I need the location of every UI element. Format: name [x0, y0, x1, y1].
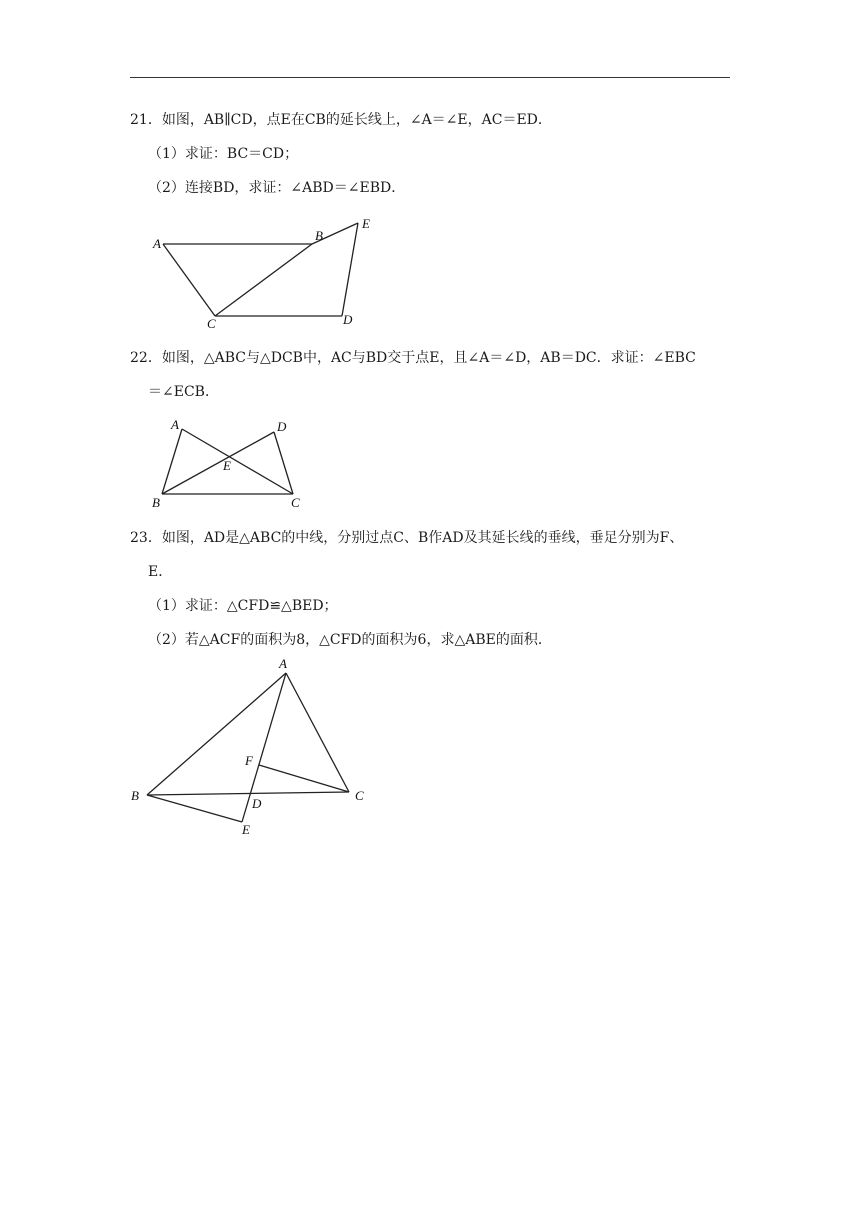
- label-b: B: [131, 788, 139, 803]
- segment-bc: [147, 792, 349, 795]
- segment-ac: [163, 244, 215, 316]
- problem-21-stem: 21．如图，AB∥CD，点E在CB的延长线上，∠A＝∠E，AC＝ED．: [130, 112, 552, 128]
- problem-22-figure: [145, 410, 310, 510]
- label-d: D: [252, 796, 262, 811]
- header-rule: [130, 77, 730, 78]
- label-a: A: [171, 417, 179, 432]
- problem-23-stem-line-1: 23．如图，AD是△ABC的中线，分别过点C、B作AD及其延长线的垂线，垂足分别为F、: [130, 530, 684, 546]
- label-d: D: [343, 312, 353, 327]
- label-d: D: [277, 419, 287, 434]
- segment-ae: [242, 673, 286, 822]
- label-e: E: [242, 822, 250, 837]
- label-f: F: [245, 753, 253, 768]
- problem-23-part-2: （2）若△ACF的面积为8，△CFD的面积为6，求△ABE的面积．: [148, 632, 552, 648]
- segment-cb: [215, 244, 312, 316]
- label-a: A: [153, 236, 161, 251]
- problem-23-stem-line-2: E．: [148, 564, 173, 580]
- label-e: E: [223, 458, 231, 473]
- segment-de: [342, 223, 358, 316]
- segment-be: [147, 795, 242, 822]
- segment-ac: [286, 673, 349, 792]
- label-c: C: [207, 316, 216, 331]
- problem-21-part-1: （1）求证：BC＝CD；: [148, 146, 299, 162]
- problem-23-part-1: （1）求证：△CFD≌△BED；: [148, 598, 338, 614]
- label-a: A: [279, 656, 287, 671]
- segment-ab: [147, 673, 286, 795]
- problem-22-stem-line-1: 22．如图，△ABC与△DCB中，AC与BD交于点E，且∠A＝∠D，AB＝DC．求证：∠EBC: [130, 350, 696, 366]
- problem-21-figure: [140, 205, 390, 335]
- label-e: E: [362, 216, 370, 231]
- problem-22-stem-line-2: ＝∠ECB．: [148, 384, 219, 400]
- problem-21-part-2: （2）连接BD，求证：∠ABD＝∠EBD．: [148, 180, 406, 196]
- problem-23-figure: [125, 655, 375, 840]
- label-b: B: [315, 228, 323, 243]
- label-c: C: [355, 788, 364, 803]
- segment-cf: [259, 765, 349, 792]
- label-b: B: [152, 495, 160, 510]
- label-c: C: [291, 495, 300, 510]
